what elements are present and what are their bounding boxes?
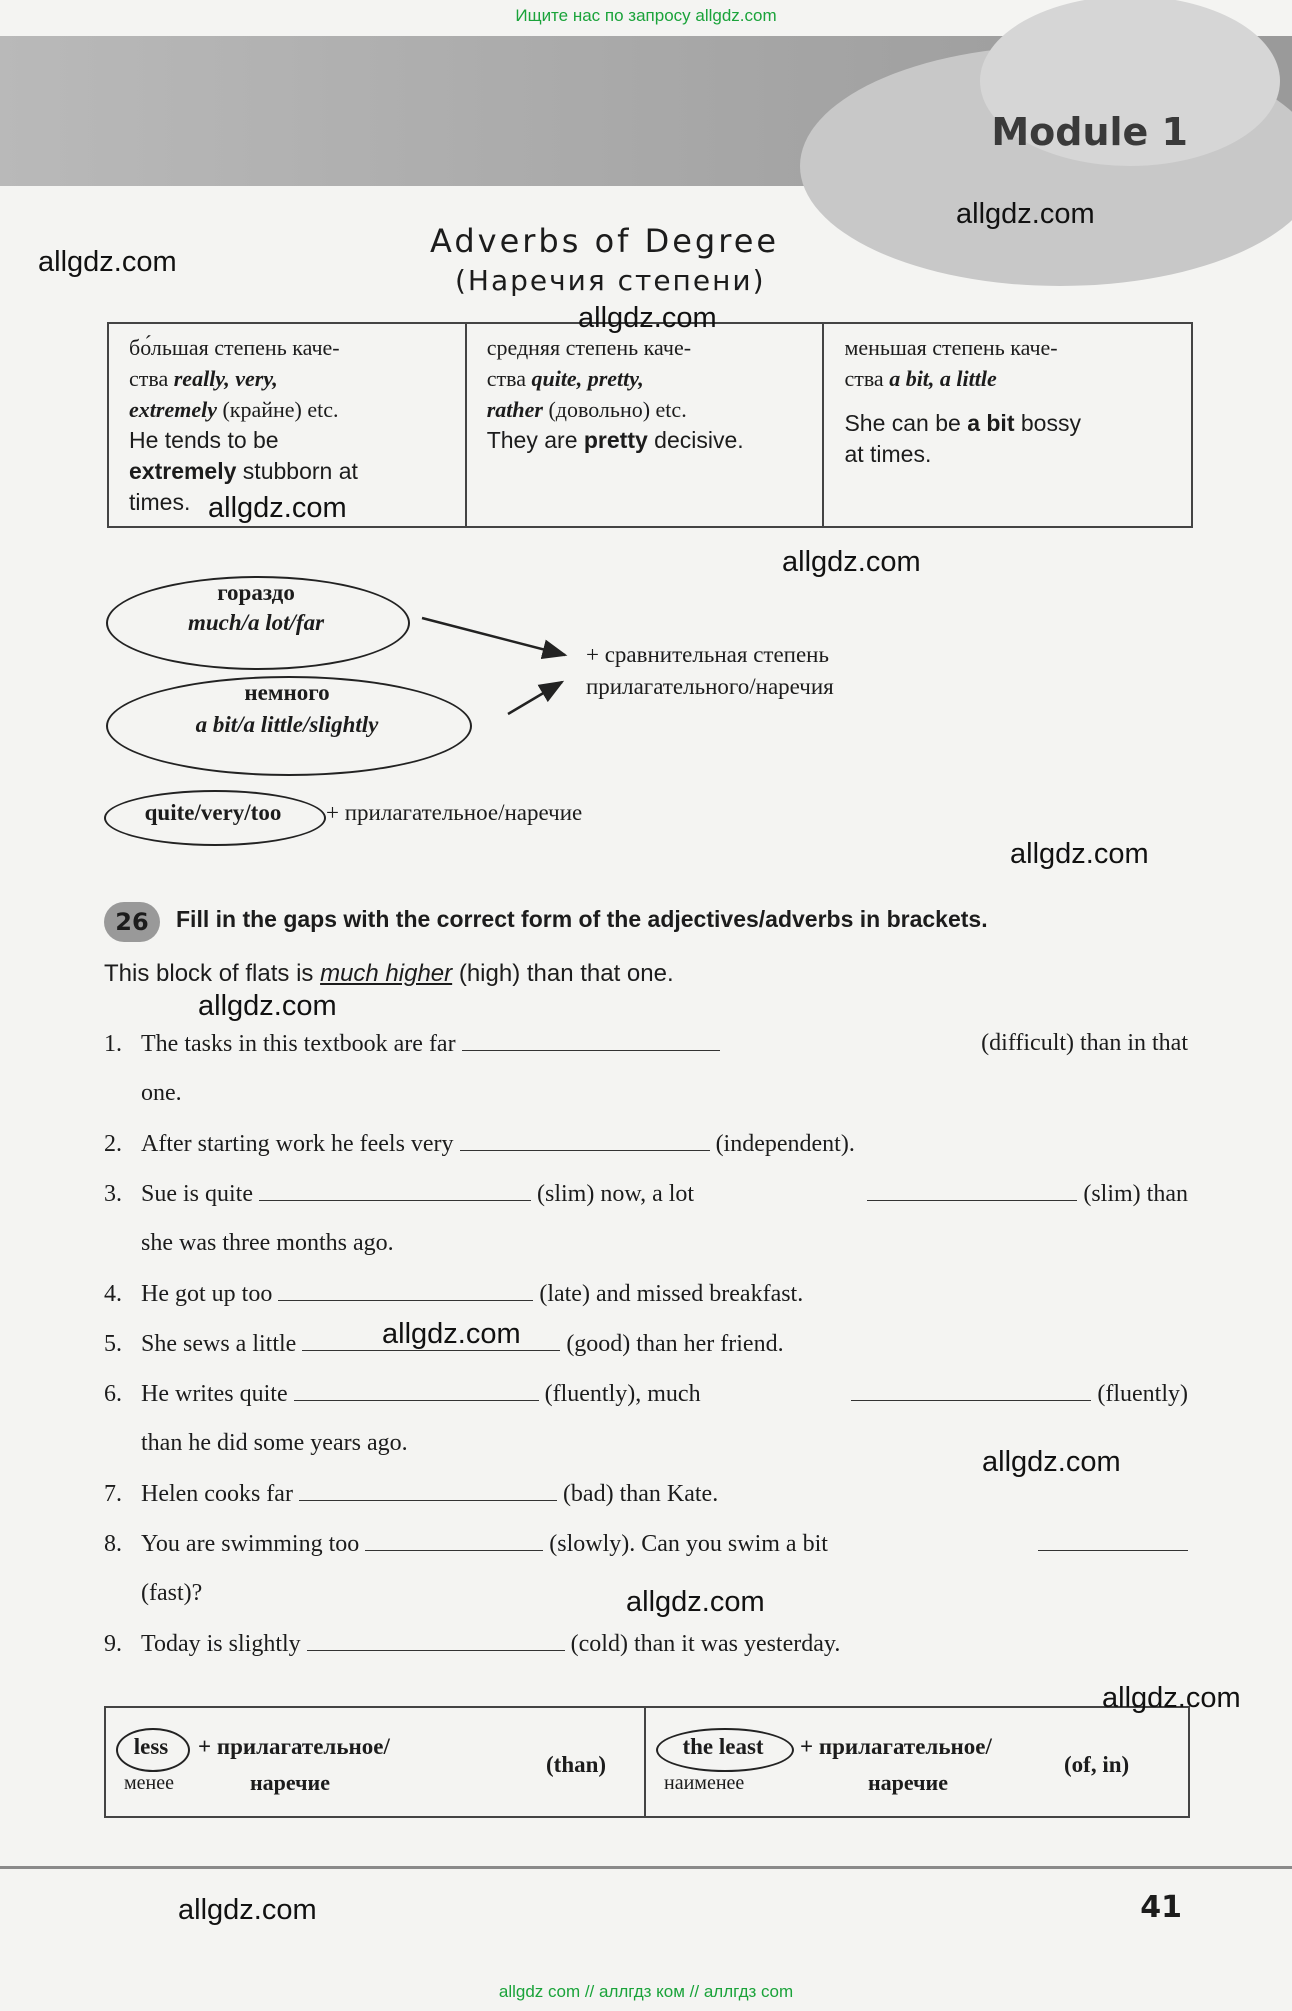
- degree-text: (довольно) etc.: [542, 397, 687, 422]
- item-text: The tasks in this textbook are far: [141, 1031, 456, 1057]
- less-least-table: [104, 1706, 1190, 1818]
- degree-text: ства: [486, 366, 532, 391]
- example-text: decisive.: [647, 427, 744, 453]
- exercise-item-6: [104, 1380, 701, 1408]
- answer-blank[interactable]: [460, 1130, 710, 1151]
- degree-adverbs: really, very,: [173, 366, 278, 391]
- degree-text: ства: [844, 366, 890, 391]
- exercise-example: [104, 960, 674, 988]
- watermark: allgdz.com: [782, 546, 921, 578]
- oval-much-en: much/a lot/far: [187, 610, 325, 635]
- comparative-note: + сравнительная степень: [586, 642, 829, 667]
- item-text: (late) and missed breakfast.: [539, 1281, 804, 1307]
- answer-blank[interactable]: [867, 1180, 1077, 1201]
- module-label: Module 1: [991, 110, 1188, 154]
- bottom-watermark-note: allgdz com // аллгдз ком // аллгдз com: [498, 1982, 794, 2001]
- item-text: (difficult) than in that: [981, 1030, 1188, 1056]
- watermark: allgdz.com: [956, 198, 1095, 230]
- exercise-item-6-end: [851, 1380, 1188, 1408]
- item-number: 7.: [104, 1481, 122, 1507]
- degree-adverbs: extremely: [129, 397, 217, 422]
- watermark: allgdz.com: [578, 302, 717, 334]
- footer-rule: [0, 1866, 1292, 1869]
- example-highlight: pretty: [583, 427, 648, 453]
- item-number: 2.: [104, 1131, 122, 1157]
- less-rule-2: наречие: [250, 1770, 330, 1795]
- item-number: 6.: [104, 1381, 122, 1407]
- comparative-note: прилагательного/наречия: [586, 674, 834, 699]
- item-text: (independent).: [715, 1131, 855, 1157]
- watermark: allgdz.com: [1010, 838, 1149, 870]
- item-text: (good) than her friend.: [566, 1331, 784, 1357]
- less-rule: + прилагательное/: [198, 1734, 390, 1759]
- oval-much-ru: гораздо: [217, 580, 295, 605]
- exercise-item-4: [104, 1280, 803, 1308]
- less-translation: менее: [124, 1772, 174, 1794]
- answer-blank[interactable]: [462, 1030, 720, 1051]
- item-text: You are swimming too: [141, 1531, 360, 1557]
- oval-quite-text: quite/very/too: [144, 800, 282, 825]
- answer-blank[interactable]: [278, 1280, 533, 1301]
- watermark: allgdz.com: [198, 990, 337, 1022]
- watermark: allgdz.com: [38, 246, 177, 278]
- exercise-item-2: [104, 1130, 855, 1158]
- least-translation: наименее: [664, 1772, 745, 1794]
- answer-blank[interactable]: [259, 1180, 531, 1201]
- item-text: (slim) than: [1083, 1181, 1188, 1207]
- answer-blank[interactable]: [851, 1380, 1091, 1401]
- answer-blank[interactable]: [1038, 1530, 1188, 1551]
- least-rule-2: наречие: [868, 1770, 948, 1795]
- item-text: (slowly). Can you swim a bit: [549, 1531, 828, 1557]
- degree-adverbs: rather: [486, 397, 543, 422]
- answer-blank[interactable]: [299, 1480, 557, 1501]
- item-text: than he did some years ago.: [141, 1430, 408, 1456]
- less-tail: (than): [546, 1752, 607, 1777]
- example-text: times.: [129, 489, 191, 515]
- item-text: Sue is quite: [141, 1181, 253, 1207]
- exercise-item-8: [104, 1530, 828, 1558]
- example-highlight: a bit: [967, 410, 1015, 436]
- section-title: Adverbs of Degree: [430, 222, 780, 260]
- item-text: she was three months ago.: [141, 1230, 394, 1256]
- example-highlight: extremely: [129, 458, 237, 484]
- exercise-item-7: [104, 1480, 718, 1508]
- exercise-item-3: [104, 1180, 694, 1208]
- answer-blank[interactable]: [307, 1630, 565, 1651]
- item-number: 3.: [104, 1181, 122, 1207]
- item-text: (cold) than it was yesterday.: [570, 1631, 841, 1657]
- answer-blank[interactable]: [294, 1380, 539, 1401]
- degree-low-label: меньшая степень каче-: [844, 335, 1058, 360]
- example-text: This block of flats is: [104, 960, 321, 987]
- watermark: allgdz.com: [1102, 1682, 1241, 1714]
- section-subtitle: (Наречия степени): [455, 264, 766, 297]
- item-text: He got up too: [141, 1281, 273, 1307]
- example-answer: much higher: [320, 960, 453, 987]
- least-word: the least: [682, 1734, 764, 1759]
- example-text: bossy: [1014, 410, 1081, 436]
- adjective-note: + прилагательное/наречие: [326, 800, 583, 825]
- item-text: one.: [141, 1080, 182, 1106]
- oval-bit-en: a bit/a little/slightly: [195, 712, 379, 737]
- degree-text: ства: [129, 366, 174, 391]
- degree-low-cell: [823, 323, 1192, 527]
- example-text: He tends to be: [129, 427, 279, 453]
- diagram-arrows: [400, 600, 580, 730]
- item-text: (slim) now, a lot: [537, 1181, 695, 1207]
- page-number: 41: [1140, 1890, 1182, 1925]
- item-text: He writes quite: [141, 1381, 288, 1407]
- least-tail: (of, in): [1064, 1752, 1130, 1777]
- example-text: They are: [486, 427, 584, 453]
- watermark: allgdz.com: [626, 1586, 765, 1618]
- degree-medium-label: средняя степень каче-: [486, 335, 692, 360]
- exercise-item-8-end: [1038, 1530, 1188, 1558]
- item-text: Today is slightly: [141, 1631, 301, 1657]
- item-number: 9.: [104, 1631, 122, 1657]
- degree-high-label: бо́льшая степень каче-: [129, 335, 340, 360]
- example-text: stubborn at: [236, 458, 358, 484]
- item-text: (fluently): [1097, 1381, 1188, 1407]
- example-text: (high) than that one.: [452, 960, 674, 987]
- example-text: She can be: [844, 410, 968, 436]
- exercise-instruction: Fill in the gaps with the correct form of the adjectives/adverbs in brackets.: [176, 906, 988, 932]
- item-number: 5.: [104, 1331, 122, 1357]
- item-text: (bad) than Kate.: [562, 1481, 719, 1507]
- watermark: allgdz.com: [178, 1894, 317, 1926]
- watermark: allgdz.com: [382, 1318, 521, 1350]
- watermark: allgdz.com: [982, 1446, 1121, 1478]
- exercise-item-1: [104, 1030, 720, 1058]
- item-number: 8.: [104, 1531, 122, 1557]
- item-number: 1.: [104, 1031, 122, 1057]
- item-text: Helen cooks far: [141, 1481, 293, 1507]
- item-text: She sews a little: [141, 1331, 297, 1357]
- exercise-number-badge: 26: [104, 902, 160, 942]
- item-number: 4.: [104, 1281, 122, 1307]
- item-text: (fluently), much: [544, 1381, 701, 1407]
- arrow-line: [422, 618, 565, 655]
- watermark: allgdz.com: [208, 492, 347, 524]
- degree-text: (крайне) etc.: [216, 397, 339, 422]
- degree-adverbs: quite, pretty,: [531, 366, 644, 391]
- arrow-line: [508, 682, 562, 714]
- item-text: After starting work he feels very: [141, 1131, 454, 1157]
- item-text: (fast)?: [141, 1580, 203, 1606]
- table-divider: [644, 1708, 646, 1816]
- answer-blank[interactable]: [365, 1530, 543, 1551]
- top-watermark-note: Ищите нас по запросу allgdz.com: [515, 6, 777, 25]
- least-rule: + прилагательное/: [800, 1734, 992, 1759]
- less-word: less: [133, 1734, 169, 1759]
- example-text: at times.: [844, 441, 932, 467]
- oval-bit-ru: немного: [244, 680, 330, 705]
- degree-adverbs: a bit, a little: [889, 366, 997, 391]
- exercise-item-3-end: [867, 1180, 1188, 1208]
- exercise-item-9: [104, 1630, 840, 1658]
- degree-medium-cell: [466, 323, 824, 527]
